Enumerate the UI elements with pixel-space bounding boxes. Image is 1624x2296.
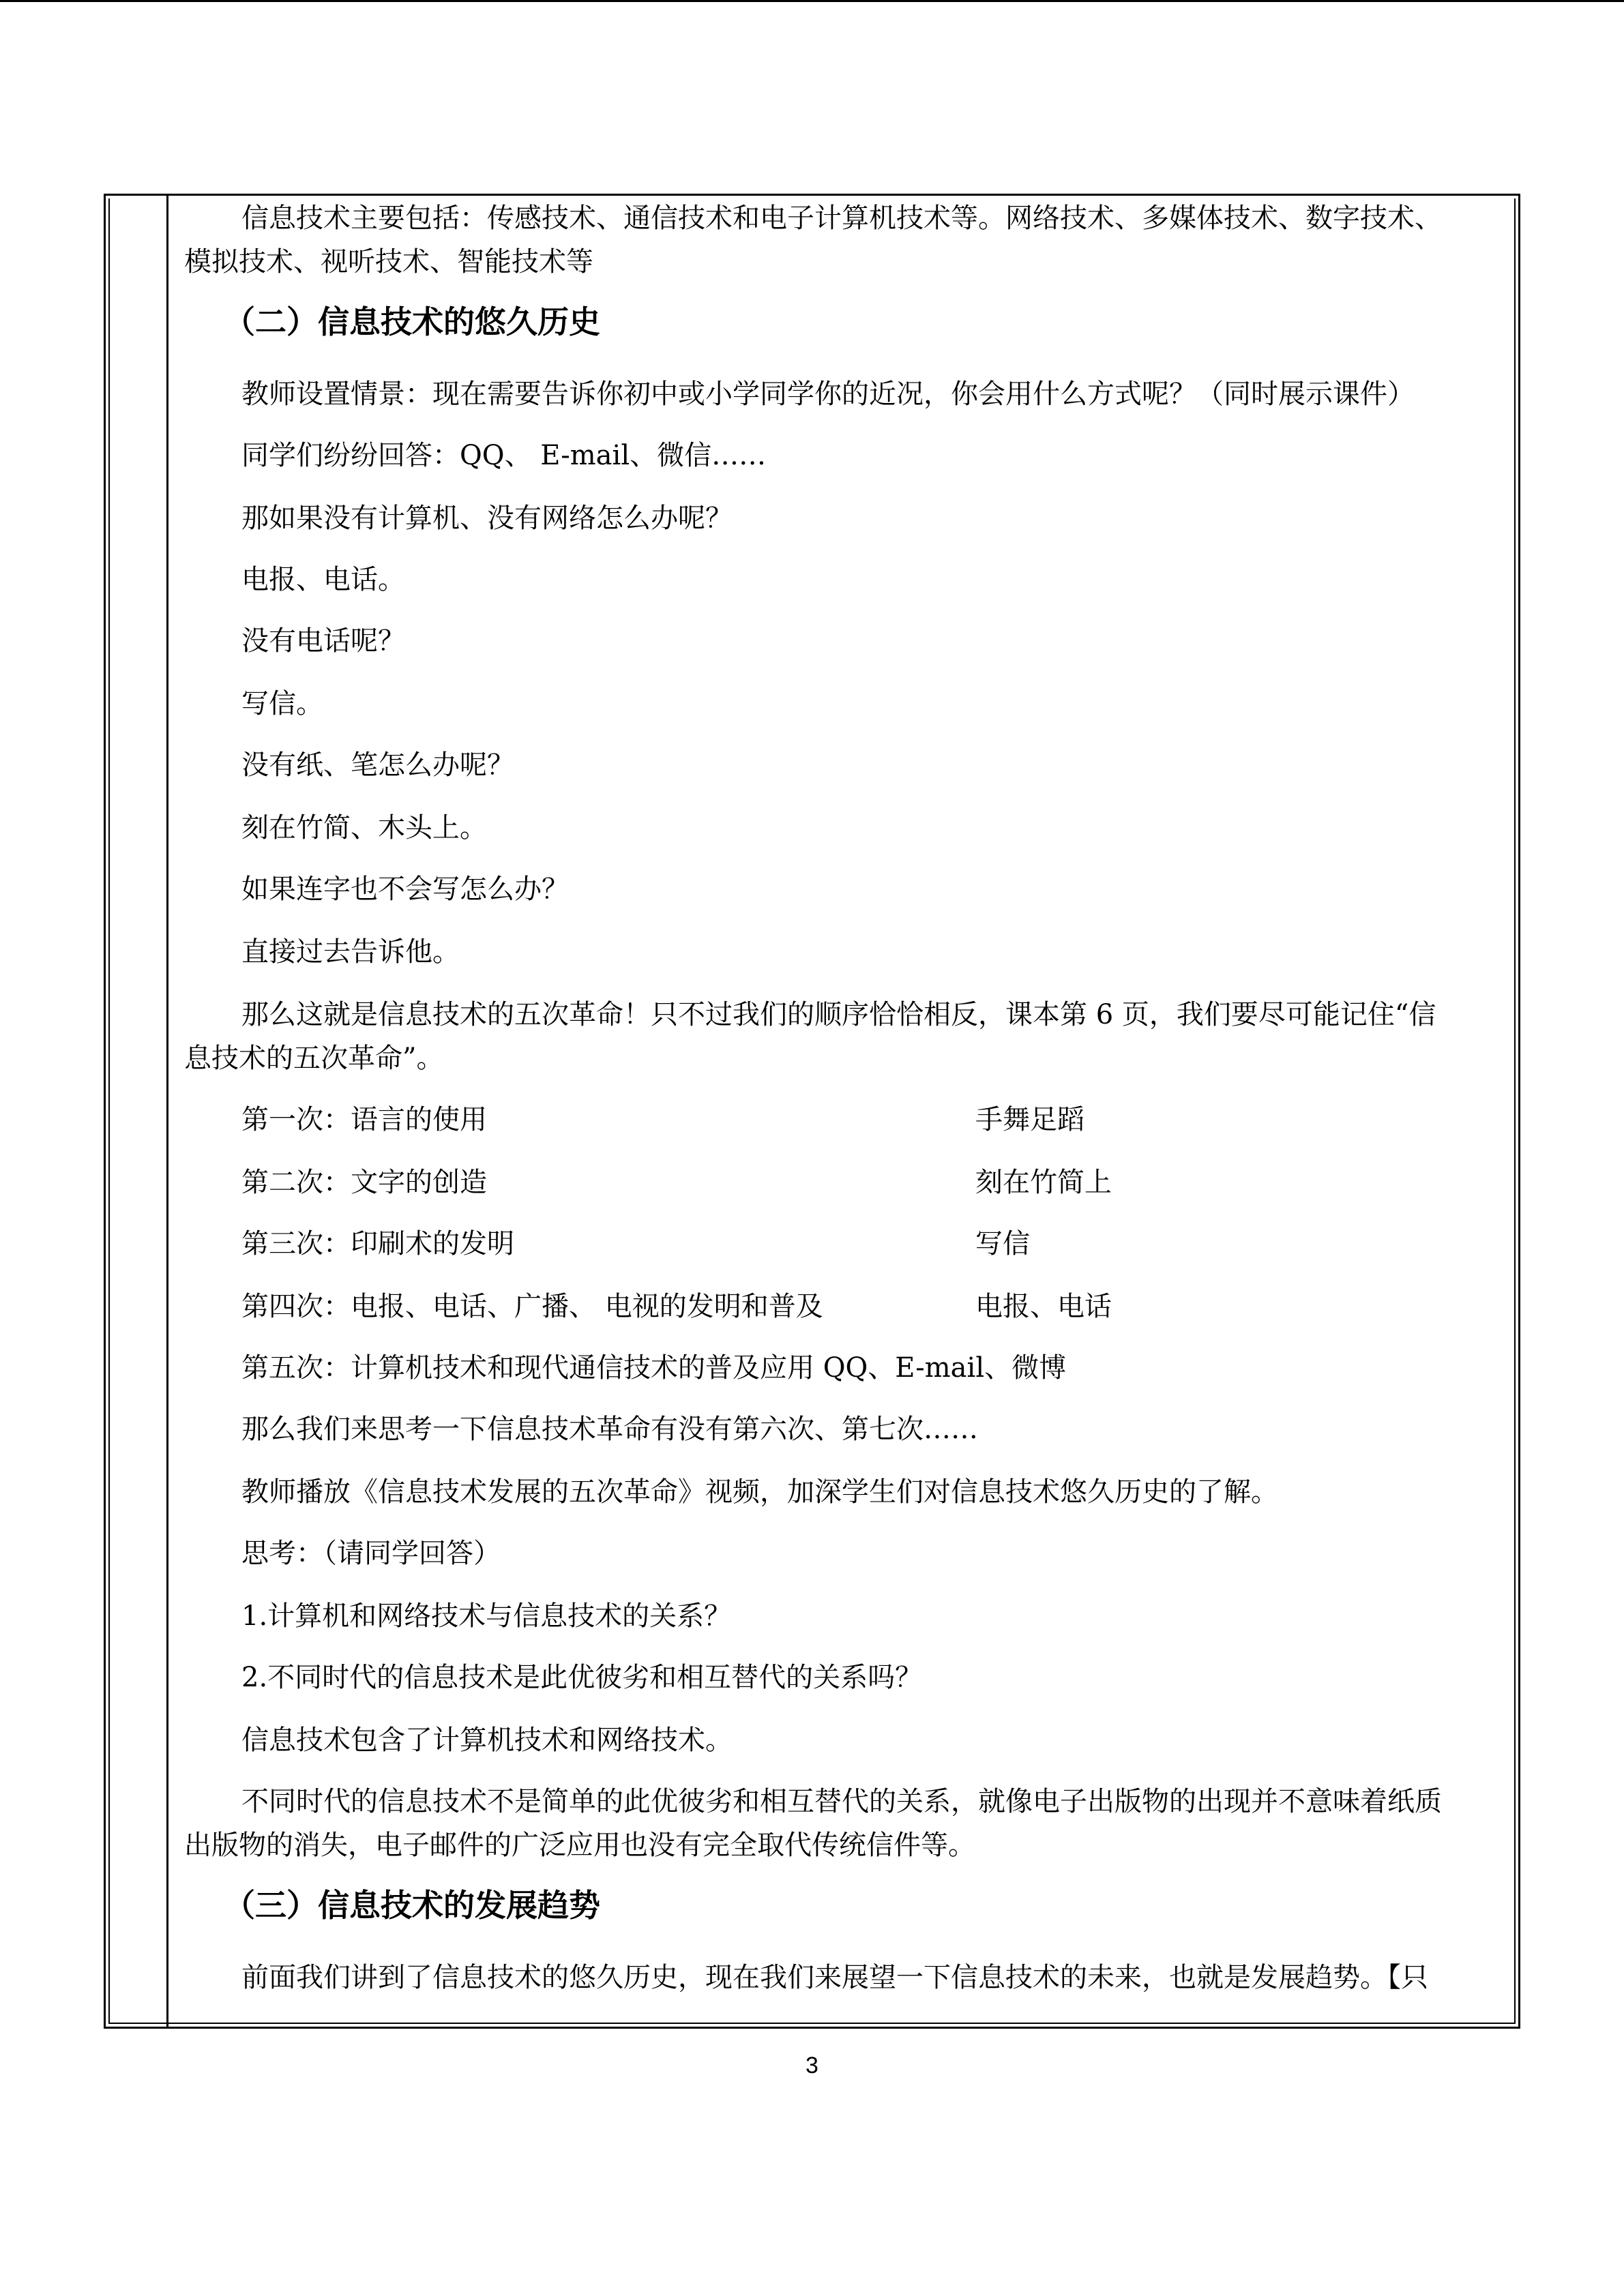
- paragraph-line: 同学们纷纷回答：QQ、 E-mail、微信……: [241, 440, 767, 471]
- paragraph-line: 教师设置情景：现在需要告诉你初中或小学同学你的近况，你会用什么方式呢？（同时展示课件）: [241, 378, 1415, 410]
- paragraph-line: 电报、电话。: [241, 564, 405, 595]
- revolution-label: 第二次：文字的创造: [241, 1167, 487, 1198]
- section-heading: （二）信息技术的悠久历史: [224, 303, 600, 340]
- paragraph-line: 1.计算机和网络技术与信息技术的关系？: [241, 1600, 732, 1632]
- revolution-label: 第五次：计算机技术和现代通信技术的普及应用 QQ、E-mail、微博: [241, 1352, 1067, 1384]
- page-number: 3: [806, 2053, 818, 2078]
- column-divider: [166, 194, 168, 2029]
- paragraph-line: 写信。: [241, 688, 323, 719]
- paragraph-line: 前面我们讲到了信息技术的悠久历史，现在我们来展望一下信息技术的未来，也就是发展趋势。【只: [241, 1962, 1428, 1993]
- paragraph-line: 信息技术主要包括：传感技术、通信技术和电子计算机技术等。网络技术、多媒体技术、数字技术、: [241, 203, 1442, 234]
- section-heading: （三）信息技术的发展趋势: [224, 1887, 600, 1924]
- paragraph-line: 出版物的消失，电子邮件的广泛应用也没有完全取代传统信件等。: [184, 1830, 975, 1861]
- paragraph-line: 息技术的五次革命”。: [184, 1043, 444, 1074]
- revolution-example: 写信: [975, 1228, 1030, 1259]
- paragraph-line: 没有纸、笔怎么办呢？: [241, 749, 514, 781]
- paragraph-line: 不同时代的信息技术不是简单的此优彼劣和相互替代的关系，就像电子出版物的出现并不意味着纸质: [241, 1786, 1442, 1817]
- revolution-label: 第一次：语言的使用: [241, 1104, 487, 1135]
- paragraph-line: 思考：（请同学回答）: [241, 1538, 501, 1569]
- paragraph-line: 直接过去告诉他。: [241, 936, 460, 968]
- paragraph-line: 没有电话呢？: [241, 625, 405, 657]
- revolution-label: 第三次：印刷术的发明: [241, 1228, 514, 1259]
- paragraph-line: 模拟技术、视听技术、智能技术等: [184, 246, 593, 278]
- revolution-example: 刻在竹简上: [975, 1167, 1112, 1198]
- paragraph-line: 那么我们来思考一下信息技术革命有没有第六次、第七次……: [241, 1414, 978, 1445]
- paragraph-line: 2.不同时代的信息技术是此优彼劣和相互替代的关系吗？: [241, 1662, 923, 1693]
- paragraph-line: 那么这就是信息技术的五次革命！只不过我们的顺序恰恰相反，课本第 6 页，我们要尽可能记住“信: [241, 999, 1436, 1030]
- revolution-example: 手舞足蹈: [975, 1104, 1084, 1135]
- paragraph-line: 那如果没有计算机、没有网络怎么办呢？: [241, 503, 733, 534]
- paragraph-line: 信息技术包含了计算机技术和网络技术。: [241, 1725, 733, 1756]
- revolution-example: 电报、电话: [975, 1291, 1112, 1322]
- paragraph-line: 刻在竹简、木头上。: [241, 812, 487, 844]
- paragraph-line: 如果连字也不会写怎么办？: [241, 874, 569, 905]
- revolution-label: 第四次：电报、电话、广播、 电视的发明和普及: [241, 1291, 823, 1322]
- paragraph-line: 教师播放《信息技术发展的五次革命》视频，加深学生们对信息技术悠久历史的了解。: [241, 1476, 1278, 1508]
- top-rule: [0, 0, 1624, 2]
